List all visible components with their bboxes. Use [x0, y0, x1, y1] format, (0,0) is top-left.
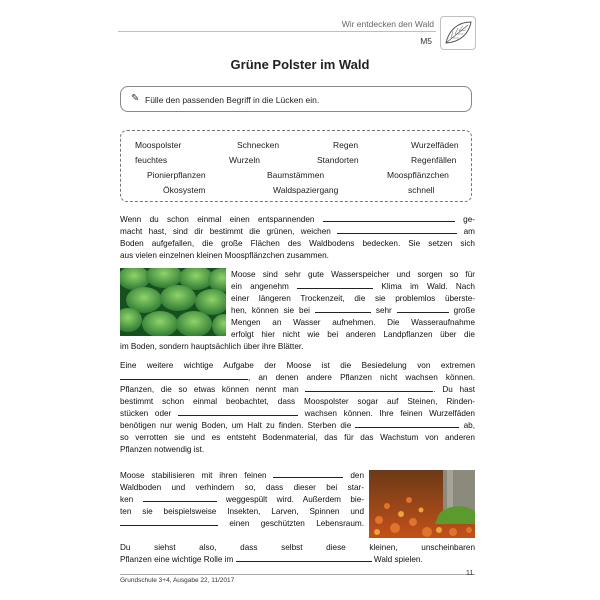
series-title: Wir entdecken den Wald — [341, 19, 434, 29]
text-line: im Boden, sondern hauptsächlich über ihre Blätter. — [120, 342, 304, 351]
word-bank-item: Regen — [333, 140, 359, 150]
word-bank-item: Wurzelfäden — [411, 140, 459, 150]
word-bank-item: Ökosystem — [163, 185, 206, 195]
word-bank-item: Standorten — [317, 155, 359, 165]
blank-field[interactable] — [236, 554, 372, 562]
text-line: Wenn du schon einmal einen entspannenden ge- — [120, 215, 475, 224]
task-instruction: Fülle den passenden Begriff in die Lücken ein. — [145, 95, 320, 105]
text-line: , an denen andere Pflanzen nicht wachsen können. — [120, 372, 475, 384]
moss-photo — [120, 268, 226, 336]
blank-field[interactable] — [305, 384, 433, 392]
text-line: ten sie beispielsweise Insekten, Larven, Spinnen und — [120, 507, 364, 516]
footer-rule — [120, 574, 475, 575]
text-line: stücken oder wachsen können. Ihre feinen Wurzelfäden — [120, 409, 475, 418]
page-header — [118, 12, 480, 48]
blank-field[interactable] — [120, 518, 218, 526]
blank-field[interactable] — [315, 305, 371, 313]
blank-field[interactable] — [355, 420, 459, 428]
text-line: erfolgt hier nicht wie bei anderen Landpflanzen über die — [231, 330, 475, 339]
page-title: Grüne Polster im Wald — [230, 57, 370, 72]
text-line: ein angenehm Klima im Wald. Nach — [231, 282, 475, 291]
forest-floor-image — [369, 470, 475, 538]
text-line: aus vielen einzelnen kleinen Moospflänzchen zusammen. — [120, 251, 329, 260]
text-line: benötigen nur wenig Boden, um Halt zu finden. Sterben die ab, — [120, 421, 475, 430]
text-line: einen geschützten Lebensraum. — [120, 518, 364, 530]
material-code: M5 — [420, 36, 432, 46]
word-bank-item: Moospflänzchen — [387, 170, 449, 180]
footer-source: Grundschule 3+4, Ausgabe 22, 11/2017 — [120, 577, 235, 584]
word-bank-item: Schnecken — [237, 140, 280, 150]
blank-field[interactable] — [297, 281, 373, 289]
word-bank-item: schnell — [408, 185, 435, 195]
text-line: Waldboden und verhindern so, dass dieser bei star- — [120, 483, 364, 492]
text-line: ken weggespült wird. Außerdem bie- — [120, 495, 364, 504]
pencil-icon: ✎ — [131, 93, 140, 104]
blank-field[interactable] — [120, 372, 248, 380]
text-line: Boden aufgefallen, die große Flächen des Waldbodens bedecken. Sie setzen sich — [120, 239, 475, 248]
word-bank-item: Moospolster — [135, 140, 182, 150]
blank-field[interactable] — [337, 226, 457, 234]
word-bank-item: Baumstämmen — [267, 170, 325, 180]
leaf-icon — [441, 17, 475, 49]
text-line: Eine weitere wichtige Aufgabe der Moose ist die Besiedelung von extremen — [120, 361, 475, 370]
word-bank — [120, 130, 472, 202]
blank-field[interactable] — [178, 408, 298, 416]
text-line: macht hast, sind dir bestimmt die grünen, weichen am — [120, 227, 475, 236]
text-line: einer längeren Trockenzeit, die sie problemlos überste- — [231, 294, 475, 303]
text-line: Pflanzen eine wichtige Rolle im Wald spielen. — [120, 555, 423, 564]
blank-field[interactable] — [273, 470, 343, 478]
text-line: Moose stabilisieren mit ihren feinen den — [120, 471, 365, 480]
text-line: Pflanzen, die so etwas können nennt man . Du hast — [120, 385, 475, 394]
blank-field[interactable] — [397, 305, 449, 313]
text-line: hen, können sie bei sehr große — [231, 306, 476, 315]
forest-floor-photo — [369, 470, 475, 538]
leaf-logo-box — [440, 16, 476, 50]
moss-image — [120, 268, 226, 336]
page-number: 11 — [466, 570, 474, 577]
word-bank-item: feuchtes — [135, 155, 168, 165]
text-line: so verrotten sie und es entsteht Bodenmaterial, das für das Wachstum von anderen — [120, 433, 475, 442]
text-line: bestimmt schon einmal beobachtet, dass Moospolster sogar auf Steinen, Rinden- — [120, 397, 475, 406]
text-line: Pflanzen notwendig ist. — [120, 445, 205, 454]
word-bank-item: Pionierpflanzen — [147, 170, 206, 180]
word-bank-item: Waldspaziergang — [273, 185, 339, 195]
text-line: Moose sind sehr gute Wasserspeicher und sorgen so für — [231, 270, 475, 279]
word-bank-item: Wurzeln — [229, 155, 261, 165]
word-bank-item: Regenfällen — [411, 155, 457, 165]
text-line: Du siehst also, dass selbst diese kleinen, unscheinbaren — [120, 543, 475, 552]
blank-field[interactable] — [323, 214, 455, 222]
blank-field[interactable] — [143, 494, 217, 502]
text-line: Mengen an Wasser aufnehmen. Die Wasseraufnahme — [231, 318, 475, 327]
task-box — [120, 86, 472, 112]
header-rule — [118, 31, 436, 32]
